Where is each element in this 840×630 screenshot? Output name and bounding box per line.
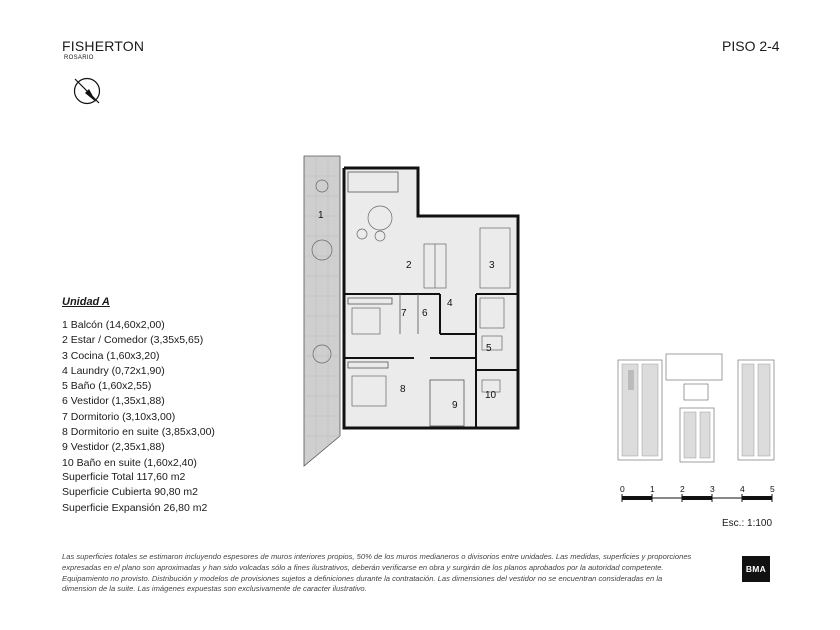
scale-tick: 2 xyxy=(680,484,685,494)
scale-tick: 0 xyxy=(620,484,625,494)
room-label: 2 xyxy=(406,260,412,271)
room-label: 6 xyxy=(422,308,428,319)
room-item: 9 Vestidor (2,35x1,88) xyxy=(62,441,165,454)
north-arrow-icon xyxy=(72,76,102,106)
room-item: 10 Baño en suite (1,60x2,40) xyxy=(62,456,197,469)
room-item: 1 Balcón (14,60x2,00) xyxy=(62,319,165,331)
scale-bar xyxy=(618,484,784,510)
room-item: 2 Estar / Comedor (3,35x5,65) xyxy=(62,334,204,347)
floor-label: PISO 2-4 xyxy=(722,38,780,54)
room-label: 10 xyxy=(485,390,497,401)
room-label: 3 xyxy=(489,260,495,271)
surface-list xyxy=(62,470,207,516)
balcony-area xyxy=(304,156,340,466)
room-label: 8 xyxy=(400,384,406,395)
room-list xyxy=(62,318,215,471)
room-item: 5 Baño (1,60x2,55) xyxy=(62,380,152,393)
scale-tick: 4 xyxy=(740,484,745,494)
disclaimer-text: Las superficies totales se estimaron incluyendo espesores de muros interiores propios, 50% de los muros medianeros o divisorios entre unidades. Las medidas, superficies y proporciones expresadas en el plano son aproximadas y han sido volcadas sólo a fines ilustrativos, deberán verificarse en obra y surgirán de los planos aprobados por la autoridad competente. Equipamiento no provisto. Distribución y modelos de provisiones sujetos a definiciones durante la contratación. Las dimensiones del vestidor no se encuentran consideradas en la dimension de la suite. Las imágenes expuestas son exclusivamente de caracter ilustrativo. xyxy=(62,552,692,594)
room-item: 7 Dormitorio (3,10x3,00) xyxy=(62,410,176,423)
scale-tick: 5 xyxy=(770,484,775,494)
room-label: 4 xyxy=(447,298,453,309)
room-item: 4 Laundry (0,72x1,90) xyxy=(62,364,165,377)
room-item: 6 Vestidor (1,35x1,88) xyxy=(62,395,165,408)
room-item: 3 Cocina (1,60x3,20) xyxy=(62,349,160,362)
key-plan xyxy=(614,350,784,466)
city-subtitle: ROSARIO xyxy=(64,55,94,61)
room-label: 1 xyxy=(318,210,324,221)
room-label: 9 xyxy=(452,400,458,411)
surface-expansion: Superficie Expansión 26,80 m2 xyxy=(62,501,208,514)
scale-tick: 3 xyxy=(710,484,715,494)
room-label: 5 xyxy=(486,343,492,354)
surface-total: Superficie Total 117,60 m2 xyxy=(62,471,186,483)
room-item: 8 Dormitorio en suite (3,85x3,00) xyxy=(62,426,215,439)
scale-tick: 1 xyxy=(650,484,655,494)
room-label: 7 xyxy=(401,308,407,319)
unit-title: Unidad A xyxy=(62,296,110,308)
project-title: FISHERTON xyxy=(62,38,145,54)
company-logo: BMA xyxy=(742,556,770,582)
floor-plan xyxy=(290,148,530,478)
surface-covered: Superficie Cubierta 90,80 m2 xyxy=(62,486,198,499)
scale-label: Esc.: 1:100 xyxy=(722,518,773,529)
